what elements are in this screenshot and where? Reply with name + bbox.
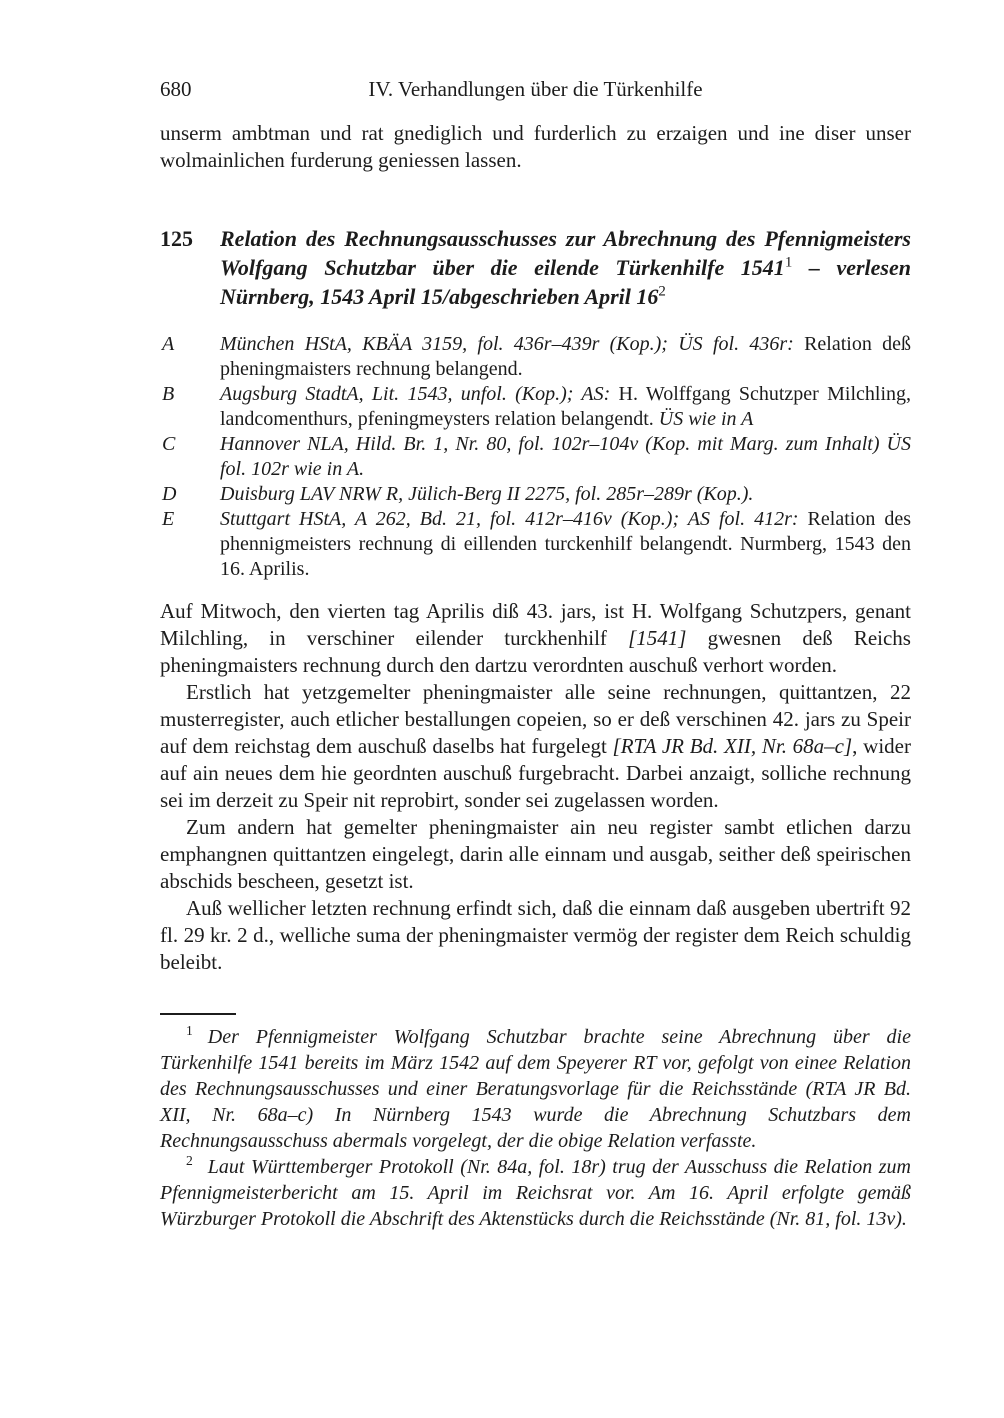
source-letter: B [162,383,175,405]
text-segment: Relation des Rechnungsausschusses zur Abrechnung des Pfennigmeisters Wolfgang Schutzbar über die eilende Türkenhilfe 1541 [220,226,911,280]
source-letter: A [162,333,175,355]
source-list [160,332,911,582]
source-text [220,482,911,507]
text-segment: 2 [658,283,666,300]
text-segment: München HStA, KBÄA 3159, fol. 436r–439r (Kop.); ÜS fol. 436r: [220,333,794,355]
paragraph-1 [160,598,911,679]
footnote-1 [160,1024,911,1154]
text-segment: [RTA JR Bd. XII, Nr. 68a–c] [612,734,853,758]
source-letter: C [162,433,176,455]
main-text [160,598,911,976]
page-number: 680 [160,77,192,101]
paragraph-3 [160,814,911,895]
source-item-e [160,507,911,582]
text-segment: [1541] [628,626,687,650]
entry-heading [160,224,911,311]
text-segment: ÜS wie in A [658,408,754,430]
source-letter: E [162,508,175,530]
text-segment: unserm ambtman und rat gnediglich und furderlich zu erzaigen und ine diser unser wolmainlichen furderung geniessen lassen. [160,121,911,172]
footnote-marker-2: 2 [186,1153,193,1169]
source-item-c [160,432,911,482]
footnote-2 [160,1154,911,1232]
text-segment: Zum andern hat gemelter pheningmaister ain neu register sambt etlichen darzu emphangnen quittantzen eingelegt, darin alle einnam und ausgab, seither deß speirischen abschids bescheen, gesetzt ist. [160,815,911,893]
source-item-b [160,382,911,432]
text-segment: Erstlich hat yetzgemelter pheningmaister alle seine rechnungen, quittantzen, 22 musterregister, auch etlicher bestallungen copeien, so er deß verschinen 42. jars zu Speir auf dem reichstag dem auschuß daselbs hat furgelegt [160,680,911,758]
text-segment: Auf Mitwoch, den vierten tag Aprilis diß 43. jars, ist H. Wolfgang Schutzpers, genant Milchling, in verschiner eilender turckhenhilf [160,599,911,650]
text-segment: 1 [784,254,793,271]
text-segment: – verlesen Nürnberg, 1543 April 15/abgeschrieben April 16 [220,255,911,309]
entry-title [220,224,911,311]
page-content [160,76,911,1232]
text-segment: , wider auf ain neues dem hie geordnten auschuß furgebracht. Darbei anzaigt, solliche rechnung sei im derzeit zu Speir nit reprobirt, sonder sei zugelassen worden. [160,734,911,812]
text-segment: Hannover NLA, Hild. Br. 1, Nr. 80, fol. 102r–104v (Kop. mit Marg. zum Inhalt) ÜS fol. 102r wie in A. [220,433,911,480]
text-segment: Relation deß pheningmaisters rechnung belangend. [220,333,911,380]
text-segment: Augsburg StadtA, Lit. 1543, unfol. (Kop.); AS: [220,383,611,405]
text-segment: Stuttgart HStA, A 262, Bd. 21, fol. 412r–416v (Kop.); AS fol. 412r: [220,508,799,530]
text-segment: Laut Württemberger Protokoll (Nr. 84a, fol. 18r) trug der Ausschuss die Relation zum Pfennigmeisterbericht am 15. April im Reichsrat vor. Am 16. April erfolgte gemäß Würzburger Protokoll die Abschrift des Aktenstücks durch die Reichsstände (Nr. 81, fol. 13v). [160,1156,911,1230]
text-segment: H. Wolffgang Schutzper Milchling, landcomenthurs, pfeningmeysters relation belangendt. [220,383,912,430]
running-header-title: IV. Verhandlungen über die Türkenhilfe [368,77,703,101]
paragraph-4 [160,895,911,976]
intro-paragraph [160,120,911,174]
footnote-block [160,1013,911,1232]
text-segment: Relation des phennigmeisters rechnung di eillenden turckenhilf belangendt. Nurmberg, 1543 den 16. Aprilis. [220,508,911,580]
footnote-separator [160,1013,236,1015]
footnote-text [160,1156,911,1230]
text-segment: gwesnen deß Reichs pheningmaisters rechnung durch den dartzu verordnten auschuß verhort worden. [160,626,911,677]
footnote-text [160,1026,911,1152]
text-segment: Der Pfennigmeister Wolfgang Schutzbar brachte seine Abrechnung über die Türkenhilfe 1541 bereits im März 1542 auf dem Speyerer RT vor, gefolgt von einee Relation des Rechnungsausschusses und einer Beratungsvorlage für die Reichsstände (RTA JR Bd. XII, Nr. 68a–c) In Nürnberg 1543 wurde die Abrechnung Schutzbars dem Rechnungsausschuss abermals vorgelegt, der die obige Relation verfasste. [160,1026,911,1152]
source-text [220,382,911,432]
paragraph-2 [160,679,911,814]
text-segment: Auß wellicher letzten rechnung erfindt sich, daß die einnam daß ausgeben ubertrift 92 fl. 29 kr. 2 d., welliche suma der pheningmaister vermög der register dem Reich schuldig beleibt. [160,896,911,974]
entry-number: 125 [160,226,193,251]
source-text [220,332,911,382]
source-item-a [160,332,911,382]
source-item-d [160,482,911,507]
source-text [220,432,911,482]
running-head [160,76,911,103]
text-segment: Duisburg LAV NRW R, Jülich-Berg II 2275, fol. 285r–289r (Kop.). [220,483,754,505]
source-text [220,507,911,582]
footnote-marker-1: 1 [186,1023,193,1039]
source-letter: D [162,483,177,505]
